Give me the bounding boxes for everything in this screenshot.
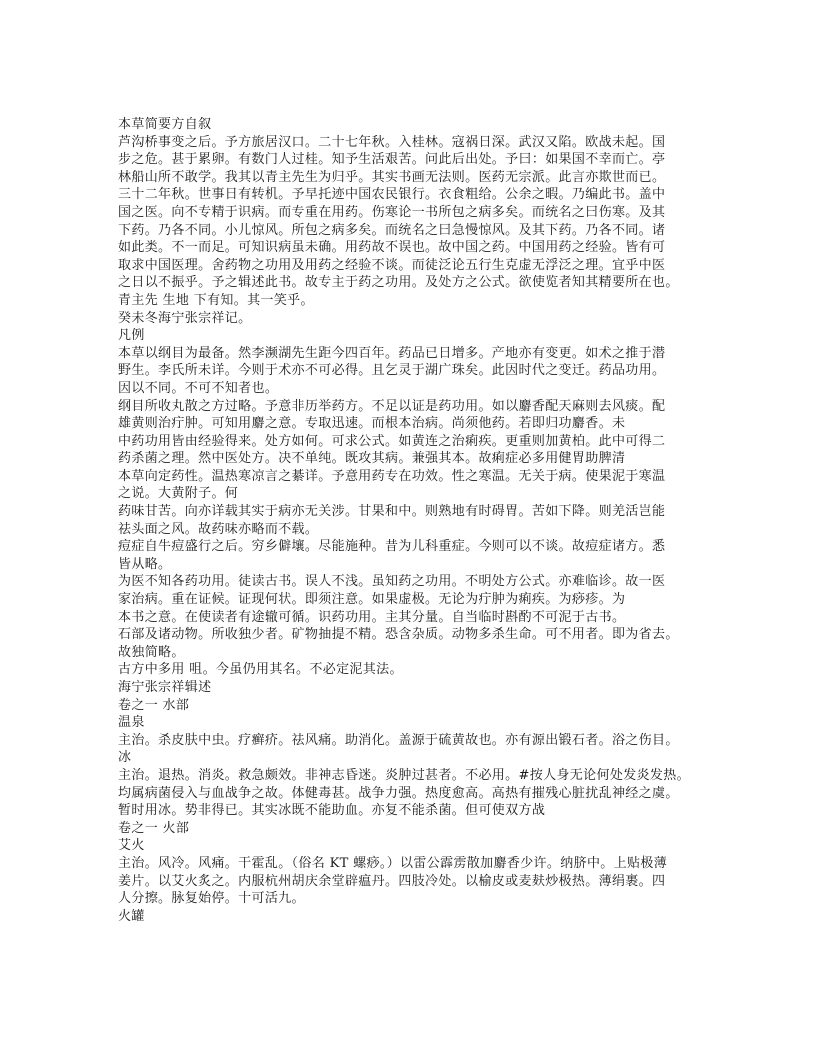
text-line: 火罐 — [118, 908, 145, 924]
text-line: 取求中国医理。舍药物之功用及用药之经验不谈。而徒泛论五行生克虚无浮泛之理。宜乎中医 — [118, 257, 666, 273]
text-line: 温泉 — [118, 715, 145, 731]
text-line: 均属病菌侵入与血战争之故。体健毒甚。战争力强。热度愈高。高热有摧残心脏扰乱神经之虞。 — [118, 785, 679, 801]
text-line: 药味甘苦。向亦详载其实于病亦无关涉。甘果和中。则熟地有时碍胃。苦如下降。则羌活岂能 — [118, 504, 666, 520]
text-line: 芦沟桥事变之后。予方旅居汉口。二十七年秋。入桂林。寇祸日深。武汉又陷。欧战未起。国 — [118, 134, 666, 150]
text-line: 石部及诸动物。所收独少者。矿物抽提不精。恐含杂质。动物多杀生命。可不用者。即为省去。 — [118, 627, 679, 643]
text-line: 雄黄则治疔肿。可知用麝之意。专取迅速。而根本治病。尚须他药。若即归功麝香。未 — [118, 416, 626, 432]
text-line: 皆从略。 — [118, 556, 172, 572]
text-line: 为医不知各药功用。徒读古书。误人不浅。虽知药之功用。不明处方公式。亦难临诊。故一医 — [118, 574, 666, 590]
text-line: 国之医。向不专精于识病。而专重在用药。伤寒论一书所包之病多矣。而统名之曰伤寒。及其 — [118, 204, 666, 220]
text-line: 姜片。以艾火炙之。内服杭州胡庆余堂辟瘟丹。四肢冷处。以榆皮或麦麸炒极热。薄绢裹。四 — [118, 873, 666, 889]
text-line: 故独简略。 — [118, 644, 185, 660]
text-line: 如此类。不一而足。可知识病虽未确。用药故不误也。故中国之药。中国用药之经验。皆有可 — [118, 240, 666, 256]
text-line: 三十二年秋。世事日有转机。予早托迹中国农民银行。衣食粗给。公余之暇。乃编此书。盖中 — [118, 187, 666, 203]
text-line: 药杀菌之理。然中医处方。决不单纯。既攻其病。兼强其本。故痢症必多用健胃助脾清 — [118, 451, 626, 467]
document-page — [118, 116, 700, 925]
text-line: 本草以纲目为最备。然李濒湖先生距今四百年。药品已日增多。产地亦有变更。如术之推于潜 — [118, 345, 666, 361]
text-line: 主治。杀皮肤中虫。疗癣疥。祛风痛。助消化。盖源于硫黄故也。亦有源出锻石者。浴之伤目。 — [118, 732, 679, 748]
text-line: 古方中多用 咀。今虽仍用其名。不必定泥其法。 — [118, 662, 403, 678]
text-line: 本草向定药性。温热寒凉言之綦详。予意用药专在功效。性之寒温。无关于病。使果泥于寒温 — [118, 468, 666, 484]
text-line: 痘症自牛痘盛行之后。穷乡僻壤。尽能施种。昔为儿科重症。今则可以不谈。故痘症诸方。悉 — [118, 539, 666, 555]
text-line: 林船山所不敢学。我其以青主先生为归乎。其实书画无法则。医药无宗派。此言亦欺世而已。 — [118, 169, 666, 185]
text-line: 海宁张宗祥辑述 — [118, 680, 212, 695]
text-line: 家治病。重在证候。证现何状。即须注意。如果虚极。无论为疔肿为痢疾。为痧疹。为 — [118, 592, 626, 608]
text-line: 祛头面之风。故药味亦略而不载。 — [118, 521, 319, 537]
text-line: 因以不同。不可不知者也。 — [118, 380, 279, 396]
text-line: 下药。乃各不同。小儿惊风。所包之病多矣。而统名之曰急慢惊风。及其下药。乃各不同。诸 — [118, 222, 666, 238]
text-line: 之说。大黄附子。何 — [118, 486, 239, 502]
text-line: 癸未冬海宁张宗祥记。 — [118, 310, 252, 326]
text-line: 冰 — [118, 750, 132, 766]
text-line: 本草简要方自叙 — [118, 117, 212, 132]
text-line: 中药功用皆由经验得来。处方如何。可求公式。如黄连之治痢疾。更重则加黄柏。此中可得二 — [118, 433, 666, 449]
text-line: 暂时用冰。势非得已。其实冰既不能助血。亦复不能杀菌。但可使双方战 — [118, 803, 546, 819]
text-line: 之日以不振乎。予之辑述此书。故专主于药之功用。及处方之公式。欲使览者知其精要所在也。 — [118, 275, 679, 291]
text-line: 卷之一 火部 — [118, 820, 190, 836]
text-line: 野生。李氏所未详。今则于术亦不可必得。且乞灵于湖广珠矣。此因时代之变迁。药品功用。 — [118, 363, 666, 379]
text-line: 主治。风冷。风痛。干霍乱。（俗名 KT 螺痧。）以雷公霹雳散加麝香少许。纳脐中。上贴极薄 — [118, 855, 668, 871]
text-line: 人分擦。脉复始停。十可活九。 — [118, 891, 305, 907]
text-line: 凡例 — [118, 328, 145, 344]
text-line: 本书之意。在使读者有途辙可循。识药功用。主其分量。自当临时斟酌不可泥于古书。 — [118, 609, 626, 625]
text-line: 青主先 生地 下有知。其一笑乎。 — [118, 292, 314, 308]
text-line: 卷之一 水部 — [118, 697, 190, 713]
text-line: 主治。退热。消炎。救急颇效。非神志昏迷。炎肿过甚者。不必用。#按人身无论何处发炎发热。 — [118, 767, 690, 783]
text-line: 艾火 — [118, 838, 145, 854]
text-line: 步之危。甚于累卵。有数门人过桂。知予生活艰苦。问此后出处。予曰：如果国不幸而亡。亭 — [118, 152, 666, 168]
text-line: 纲目所收丸散之方过略。予意非历举药方。不足以证是药功用。如以麝香配天麻则去风痰。配 — [118, 398, 666, 414]
